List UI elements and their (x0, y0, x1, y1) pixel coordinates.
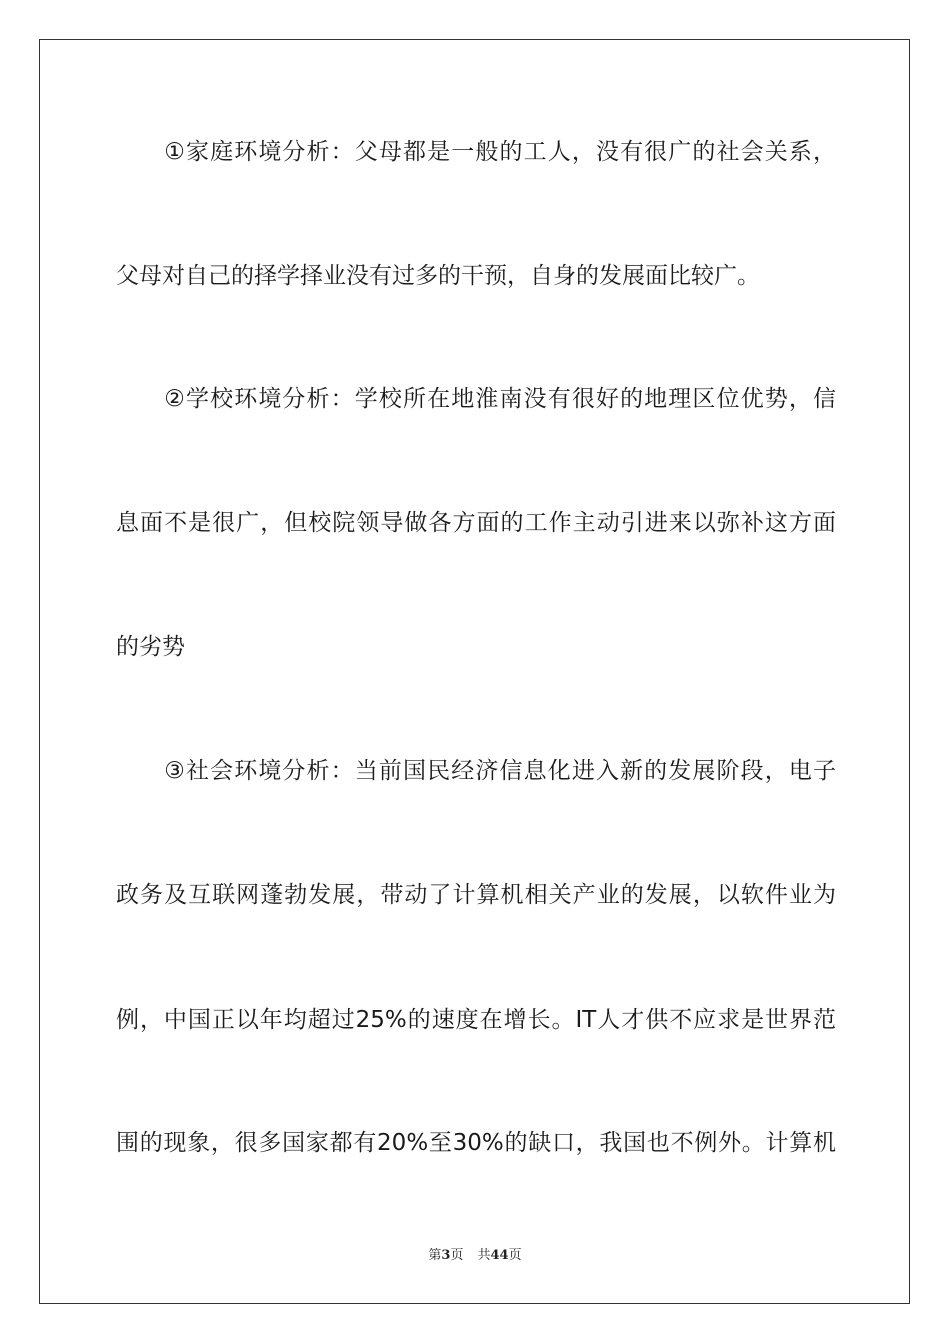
paragraph-3-line-3: 例，中国正以年均超过25%的速度在增长。IT人才供不应求是世界范 (116, 1007, 836, 1033)
paragraph-1-line-2: 父母对自己的择学择业没有过多的干预，自身的发展面比较广。 (116, 263, 760, 289)
total-prefix: 共 (477, 1248, 491, 1263)
paragraph-2-line-1: ②学校环境分析：学校所在地淮南没有很好的地理区位优势，信 (116, 386, 836, 412)
page-prefix: 第 (428, 1248, 442, 1263)
paragraph-2-line-2: 息面不是很广，但校院领导做各方面的工作主动引进来以弥补这方面 (116, 510, 836, 536)
page-frame (39, 39, 910, 1304)
page-number: 3 (441, 1248, 451, 1263)
total-pages: 44 (490, 1248, 509, 1263)
paragraph-1-line-1: ①家庭环境分析：父母都是一般的工人，没有很广的社会关系， (116, 139, 836, 165)
paragraph-3-line-2: 政务及互联网蓬勃发展，带动了计算机相关产业的发展，以软件业为 (116, 882, 836, 908)
page-footer (0, 1247, 950, 1265)
page-suffix: 页 (450, 1248, 464, 1263)
paragraph-3-line-1: ③社会环境分析：当前国民经济信息化进入新的发展阶段，电子 (116, 758, 836, 784)
paragraph-3-line-4: 围的现象，很多国家都有20%至30%的缺口，我国也不例外。计算机 (116, 1130, 836, 1156)
total-suffix: 页 (508, 1248, 522, 1263)
paragraph-2-line-3: 的劣势 (116, 634, 185, 660)
